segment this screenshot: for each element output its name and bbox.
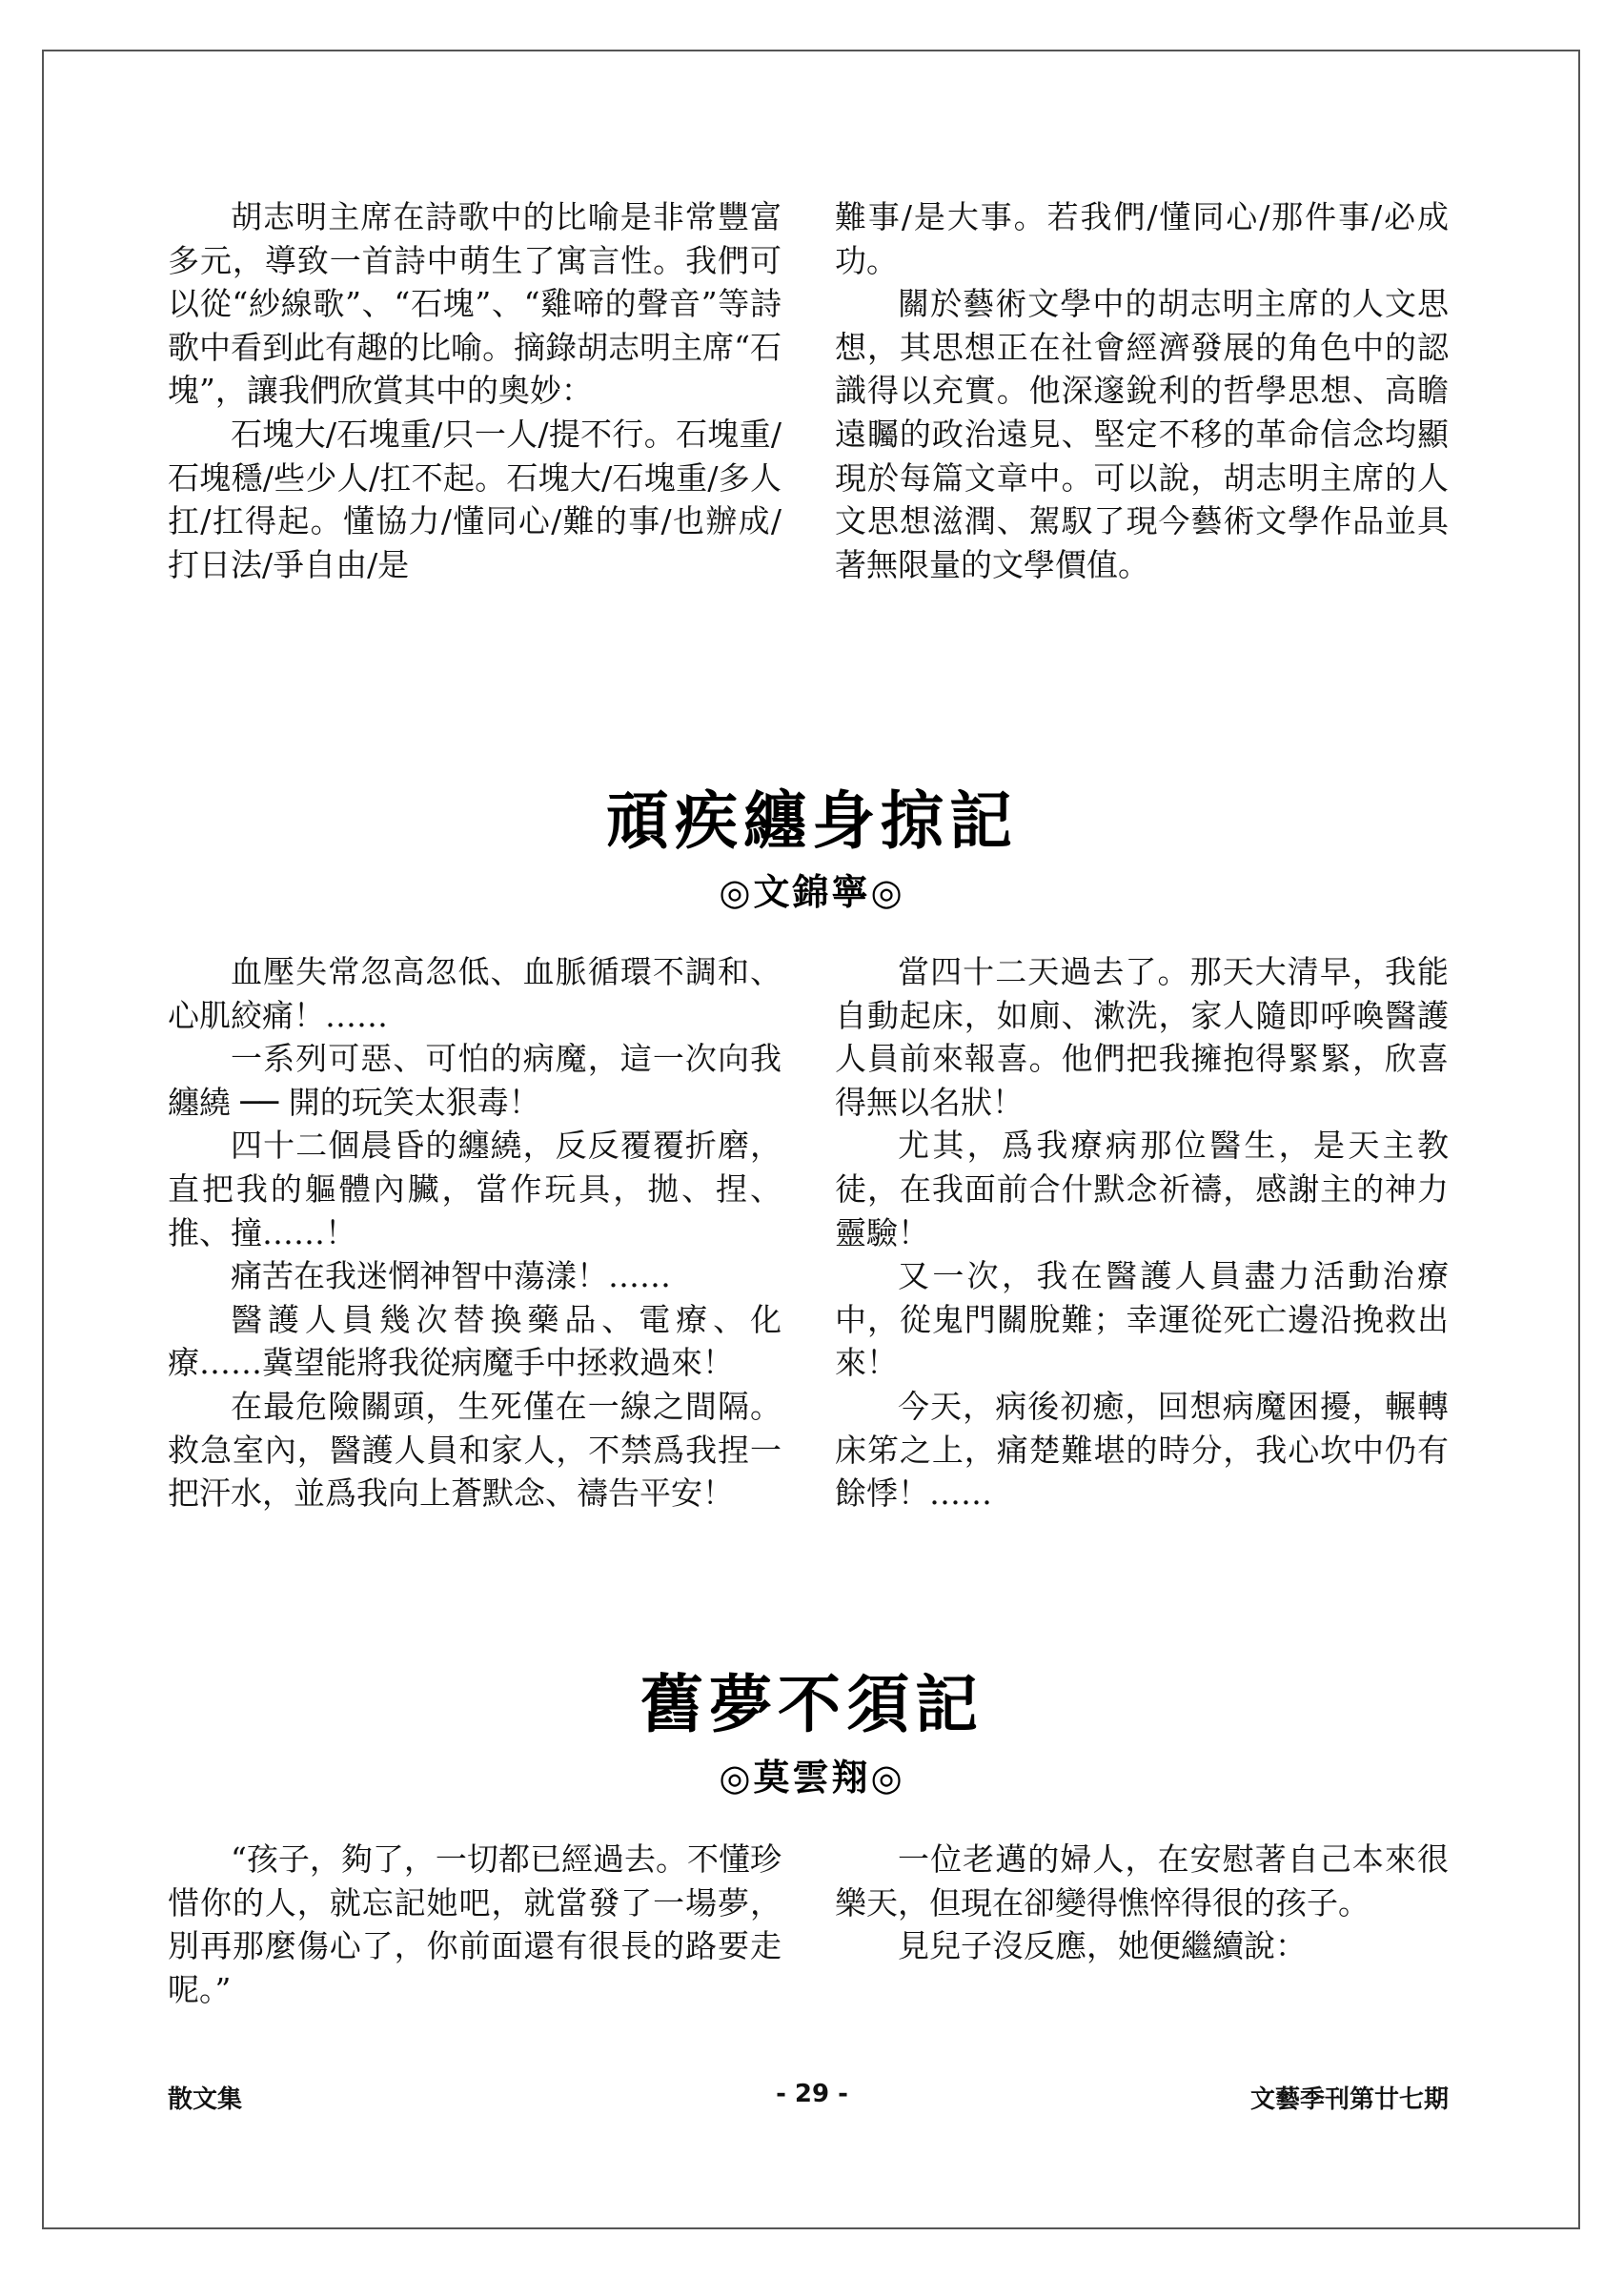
footer-publication: 文藝季刊第廿七期 [1249,2085,1449,2114]
paragraph: 在最危險關頭，生死僅在一線之間隔。救急室內，醫護人員和家人，不禁爲我捏一把汗水，並爲我向上蒼默念、禱告平安！ [168,1387,782,1513]
paragraph: 見兒子沒反應，她便繼續說： [898,1927,1307,1965]
paragraph: 今天，病後初癒，回想病魔困擾，輾轉床笫之上，痛楚難堪的時分，我心坎中仍有餘悸！…… [835,1387,1449,1513]
article-left-column [168,1838,782,2011]
paragraph: 痛苦在我迷惘神智中蕩漾！…… [231,1257,671,1295]
paragraph: 醫護人員幾次替換藥品、電療、化療……冀望能將我從病魔手中拯救過來！ [168,1300,782,1382]
paragraph: 又一次，我在醫護人員盡力活動治療中，從鬼門關脫難；幸運從死亡邊沿挽救出來！ [835,1257,1449,1382]
article-author: ◎莫雲翔◎ [719,1756,905,1799]
article-body [168,1838,1449,2011]
paragraph: 石塊大/石塊重/只一人/提不行。石塊重/石塊穩/些少人/扛不起。石塊大/石塊重/多人扛/扛得起。懂協力/懂同心/難的事/也辦成/打日法/爭自由/是 [168,415,782,583]
article-author: ◎文錦寧◎ [719,870,905,913]
article-left-column [168,950,782,1515]
intro-right-column [835,195,1449,586]
paragraph: 當四十二天過去了。那天大清早，我能自動起床，如廁、漱洗，家人隨即呼喚醫護人員前來報喜。他們把我擁抱得緊緊，欣喜得無以名狀！ [835,953,1449,1121]
article-right-column [835,1838,1449,2011]
article-title: 頑疾纏身掠記 [606,783,1018,858]
paragraph: 胡志明主席在詩歌中的比喻是非常豐富多元，導致一首詩中萌生了寓言性。我們可以從“紗線歌”、“石塊”、“雞啼的聲音”等詩歌中看到此有趣的比喻。摘錄胡志明主席“石塊”，讓我們欣賞其中的奧妙： [168,198,782,410]
paragraph: 一系列可惡、可怕的病魔，這一次向我纏繞 ── 開的玩笑太狠毒！ [168,1040,782,1121]
intro-left-column [168,195,782,586]
article-body [168,950,1449,1515]
paragraph: 一位老邁的婦人，在安慰著自己本來很樂天，但現在卻變得憔悴得很的孩子。 [835,1840,1449,1921]
paragraph: 四十二個晨昏的纏繞，反反覆覆折磨，直把我的軀體內臟，當作玩具，拋、捏、推、撞……！ [168,1127,782,1251]
paragraph: 血壓失常忽高忽低、血脈循環不調和、心肌絞痛！…… [168,953,782,1034]
article-right-column [835,950,1449,1515]
paragraph: “孩子，夠了，一切都已經過去。不懂珍惜你的人，就忘記她吧，就當發了一場夢，別再那麼傷心了，你前面還有很長的路要走呢。” [168,1840,782,2008]
paragraph: 難事/是大事。若我們/懂同心/那件事/必成功。 [835,198,1449,279]
paragraph: 關於藝術文學中的胡志明主席的人文思想，其思想正在社會經濟發展的角色中的認識得以充實。他深邃銳利的哲學思想、高瞻遠矚的政治遠見、堅定不移的革命信念均顯現於每篇文章中。可以說，胡志明主席的人文思想滋潤、駕馭了現今藝術文學作品並具著無限量的文學價值。 [835,285,1449,583]
intro-section [168,195,1449,586]
page-number: - 29 - [776,2080,848,2108]
footer-section-name: 散文集 [168,2085,243,2114]
article-title: 舊夢不須記 [640,1667,984,1741]
paragraph: 尤其，爲我療病那位醫生，是天主教徒，在我面前合什默念祈禱，感謝主的神力靈驗！ [835,1127,1449,1251]
